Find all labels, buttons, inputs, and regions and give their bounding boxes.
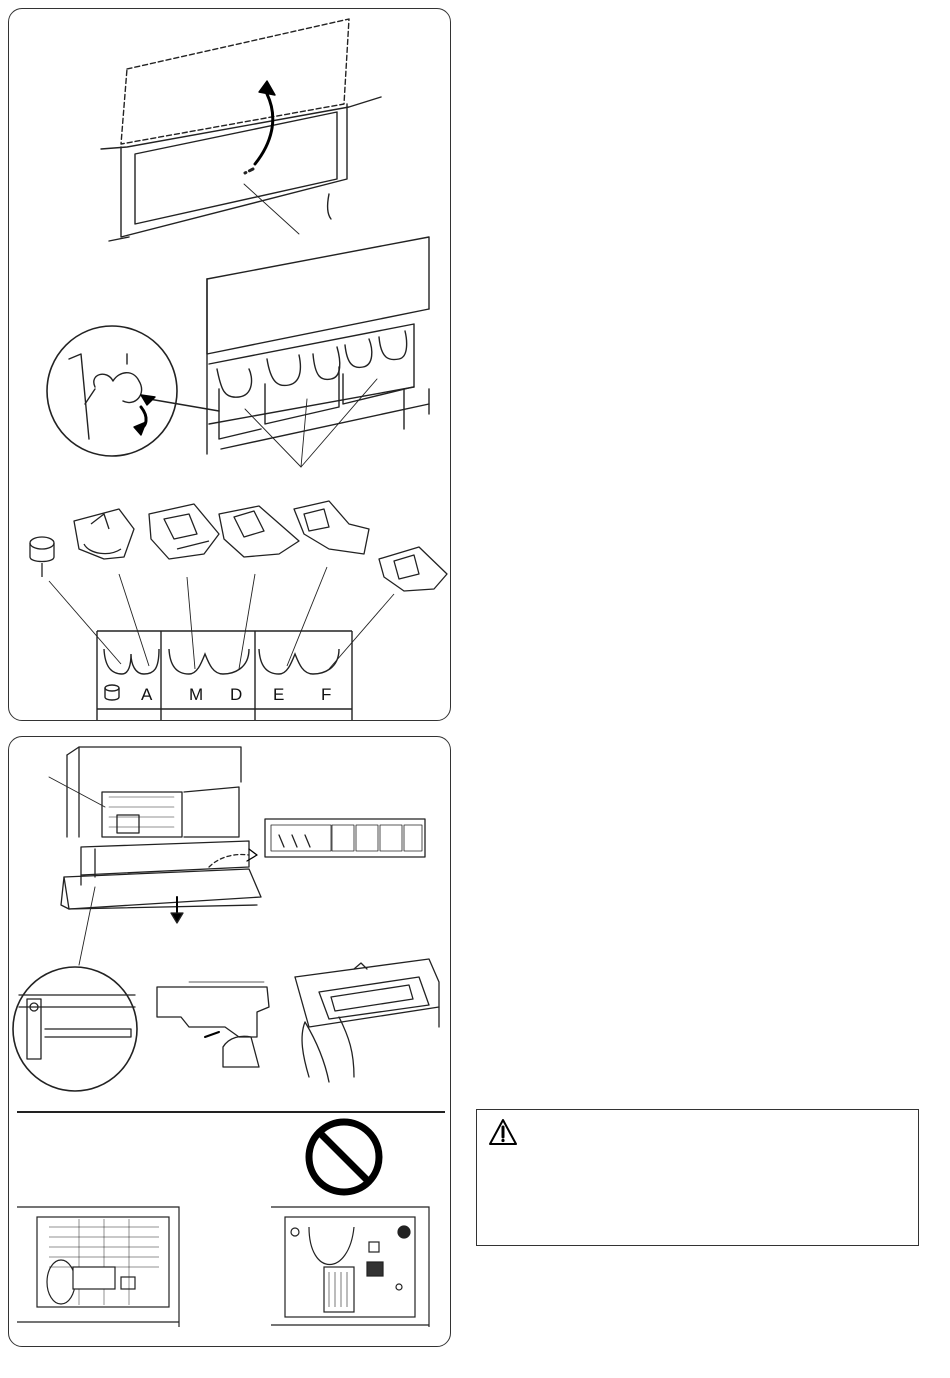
foot-a [74,509,134,559]
correct-needle-plate [17,1207,179,1327]
no-sign-icon [309,1122,379,1192]
slot-label-a: A [141,685,153,704]
foot-m [149,504,219,559]
presser-feet-row [30,501,447,669]
slot-label-m: M [189,685,204,704]
slot-strip [97,631,352,720]
lid-open-outline [121,19,349,144]
foot-f [379,547,447,591]
foot-storage-illustration-panel [8,8,451,721]
foot-d [219,506,299,557]
slot-label-e: E [273,685,285,704]
needle-plate-small [102,792,182,837]
slot-label-d: D [230,685,243,704]
foot-storage-drawing [9,9,450,720]
slot-label-f: F [321,685,332,704]
caution-box [476,1109,919,1246]
foot-e [294,501,369,554]
needle-plate-drawing [9,737,450,1346]
caution-triangle-icon [488,1118,518,1146]
detail-circle [47,326,177,456]
extension-table-illustration-panel [8,736,451,1347]
bare-feed-plate [271,1207,429,1327]
